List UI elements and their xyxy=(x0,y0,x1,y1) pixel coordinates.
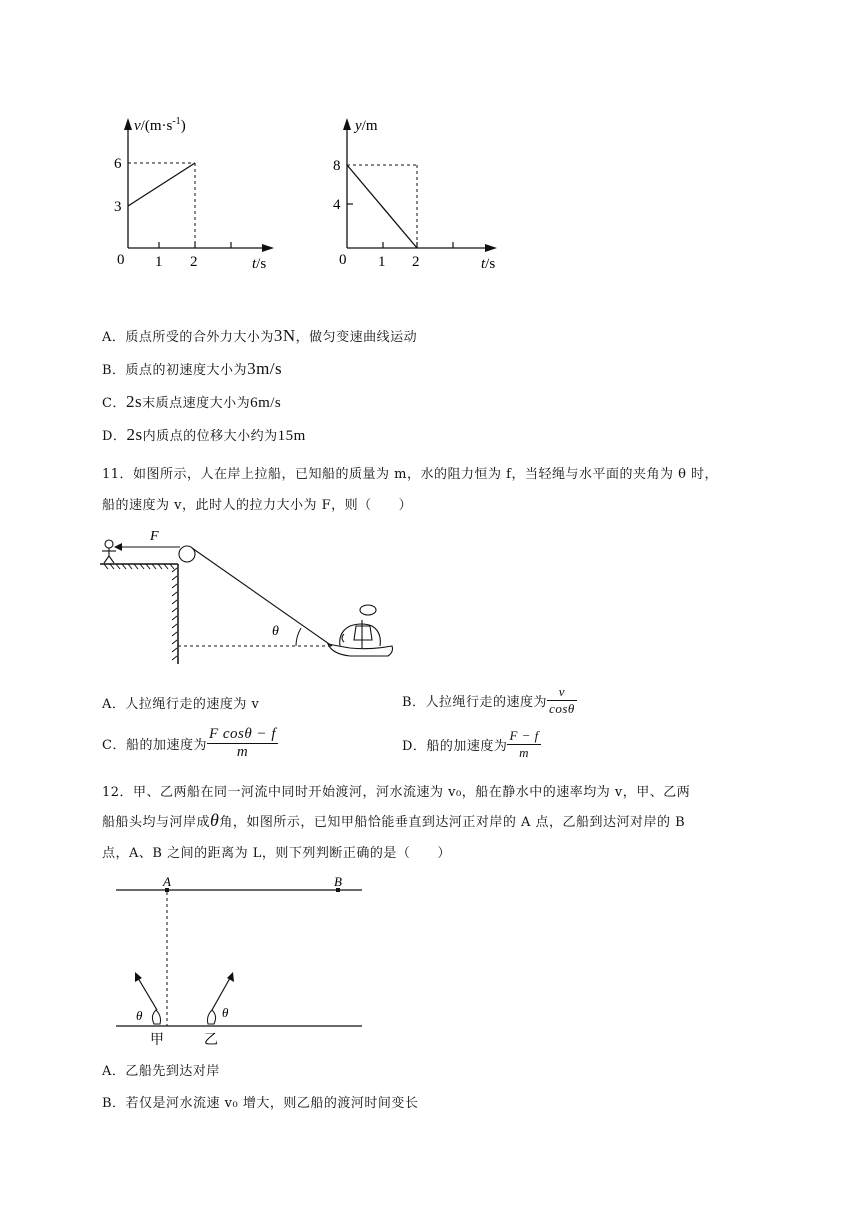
q12-stem-line1: 12．甲、乙两船在同一河流中同时开始渡河，河水流速为 v₀，船在静水中的速率均为 v，甲、乙两 xyxy=(102,785,691,800)
v-axis-arrow xyxy=(124,118,132,130)
displacement-time-graph xyxy=(325,110,515,275)
q10-option-c[interactable]: C．2s末质点速度大小为6m/s xyxy=(102,392,282,411)
q10-option-d[interactable]: D．2s内质点的位移大小约为15m xyxy=(102,425,306,444)
y-tick-3: 3 xyxy=(114,199,122,215)
svg-text:t/s: t/s xyxy=(252,256,267,272)
svg-text:8: 8 xyxy=(333,158,341,174)
q11-stem-line2: 船的速度为 v，此时人的拉力大小为 F，则（ ） xyxy=(102,498,413,513)
rope xyxy=(192,548,332,646)
q11-option-d[interactable]: D．船的加速度为 $\frac{F - f}{m}$ xyxy=(402,728,539,760)
boat-jia-label: 甲 xyxy=(150,1033,164,1048)
svg-text:2: 2 xyxy=(412,254,420,270)
svg-text:θ: θ xyxy=(136,1008,143,1023)
boat-icon xyxy=(328,605,393,656)
river-crossing-figure xyxy=(110,874,370,1050)
boat-jia-icon xyxy=(152,1010,160,1024)
boat-yi-label: 乙 xyxy=(204,1033,218,1048)
displacement-line xyxy=(347,165,417,248)
point-a-label: A xyxy=(163,874,171,889)
boat-rope-figure xyxy=(100,522,400,672)
x-tick-2: 2 xyxy=(190,254,198,270)
svg-text:4: 4 xyxy=(333,197,341,213)
t-axis-arrow xyxy=(262,244,274,252)
svg-text:1: 1 xyxy=(378,254,386,270)
velocity-time-graph xyxy=(100,110,290,275)
velocity-line xyxy=(128,163,195,206)
x-tick-1: 1 xyxy=(155,254,163,270)
svg-text:θ: θ xyxy=(222,1005,229,1020)
q12-option-a[interactable]: A．乙船先到达对岸 xyxy=(102,1064,220,1079)
force-label: F xyxy=(150,529,159,544)
svg-text:v/(m·s-1): $v/(m\cdot s^{-1})$ xyxy=(134,116,186,134)
point-b-label: B xyxy=(334,874,342,889)
origin-label: 0 xyxy=(117,252,125,268)
q12-option-b[interactable]: B．若仅是河水流速 v₀ 增大，则乙船的渡河时间变长 xyxy=(102,1096,419,1111)
q11-stem-line1: 11．如图所示，人在岸上拉船，已知船的质量为 m，水的阻力恒为 f，当轻绳与水平面的夹角为 θ 时， xyxy=(102,467,719,482)
angle-label: θ xyxy=(272,624,279,639)
person-head xyxy=(105,540,113,548)
svg-text:y/m: y/m xyxy=(355,118,378,134)
svg-text:0: 0 xyxy=(339,252,347,268)
q10-option-a[interactable]: A．质点所受的合外力大小为3N，做匀变速曲线运动 xyxy=(102,326,418,345)
svg-text:t/s: t/s xyxy=(481,256,496,272)
q12-stem-line3: 点，A、B 之间的距离为 L，则下列判断正确的是（ ） xyxy=(102,846,451,861)
boat-yi-icon xyxy=(208,1010,216,1024)
q11-option-a[interactable]: A．人拉绳行走的速度为 v xyxy=(102,697,260,712)
q12-stem-line2: 船船头均与河岸成θ角，如图所示，已知甲船恰能垂直到达河正对岸的 A 点，乙船到达河对岸的 B xyxy=(102,810,686,830)
q10-option-b[interactable]: B．质点的初速度大小为3m/s xyxy=(102,359,283,378)
q11-option-c[interactable]: C．船的加速度为 $\frac{\text{F cosθ − f}}{m}$ xyxy=(102,726,277,760)
q11-option-b[interactable]: B．人拉绳行走的速度为 $\frac{v}{\cos\theta}$ xyxy=(402,684,575,716)
y-tick-6: 6 xyxy=(114,156,122,172)
